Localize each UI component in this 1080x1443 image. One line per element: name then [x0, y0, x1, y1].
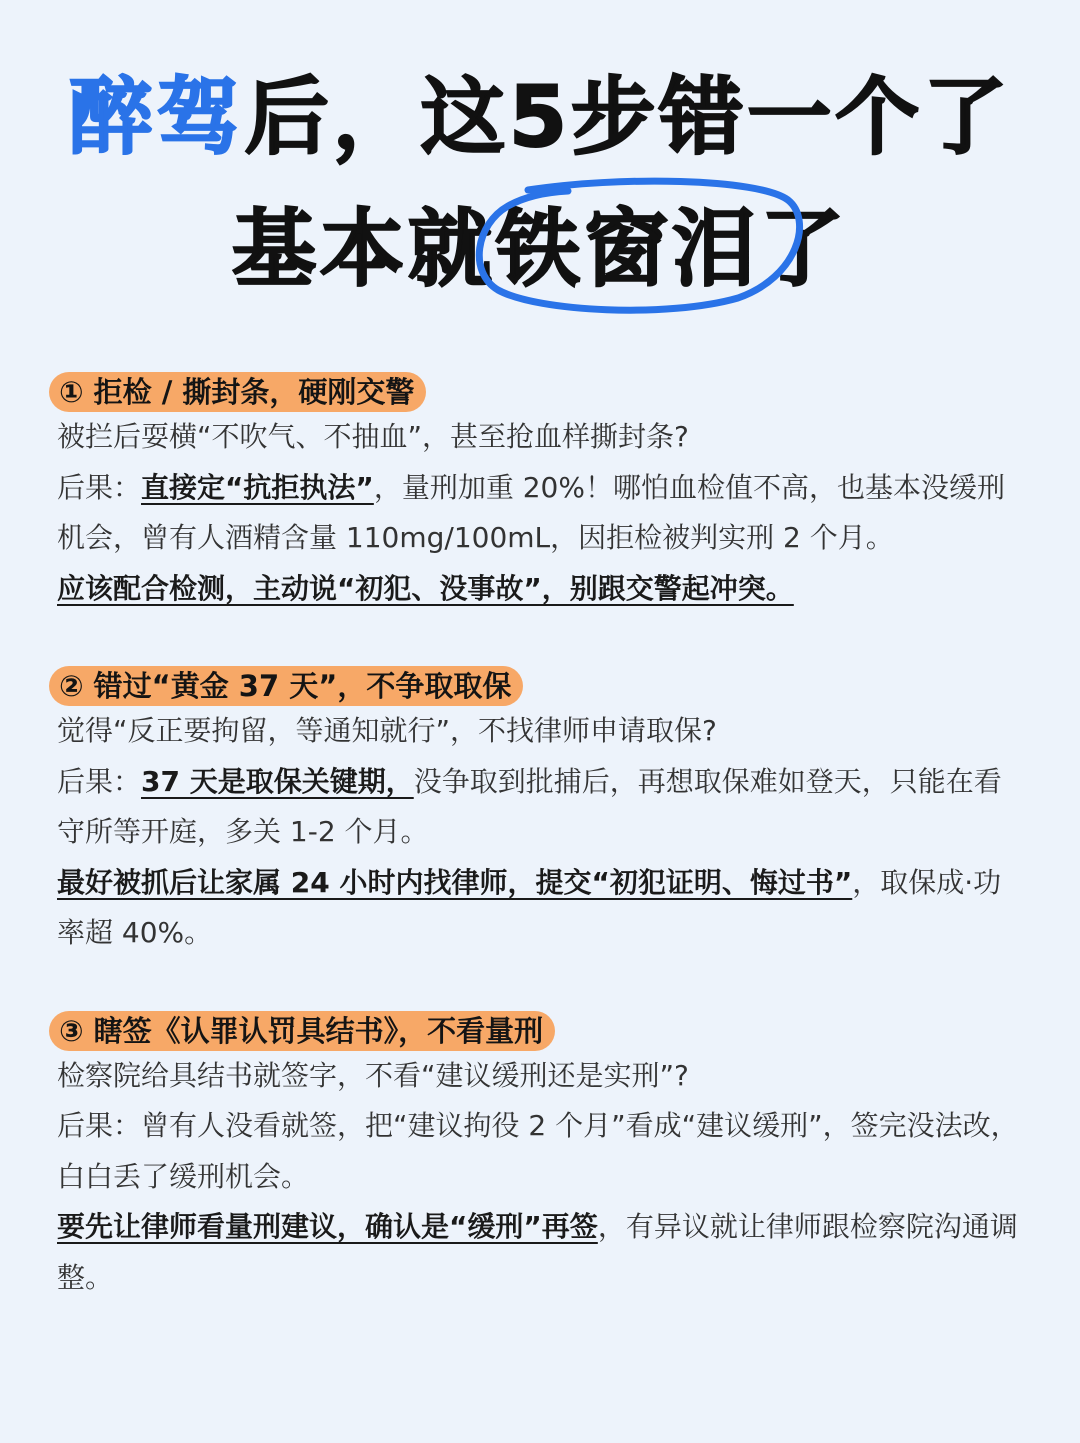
advice-key-text: 应该配合检测，主动说“初犯、没事故”，别跟交警起冲突。 [57, 571, 794, 605]
mistake-advice [57, 858, 1025, 959]
mistake-heading: ① 拒检 / 撕封条，硬刚交警 [49, 372, 426, 412]
title-line-2 [0, 194, 1080, 304]
consequence-key-text: 37 天是取保关键期， [141, 764, 414, 798]
mistake-item [57, 1011, 1025, 1304]
title-line-1 [0, 62, 1080, 172]
mistake-advice [57, 564, 1025, 615]
title-accent-text: 醉驾 [68, 68, 245, 166]
advice-text: ，取保成·功率超 40%。 [57, 865, 1002, 949]
mistake-consequence [57, 757, 1025, 858]
mistake-item [57, 372, 1025, 614]
consequence-text: 没争取到批捕后，再想取保难如登天，只能在看守所等开庭，多关 1-2 个月。 [57, 764, 1002, 848]
advice-key-text: 要先让律师看量刑建议，确认是“缓刑”再签 [57, 1210, 598, 1243]
advice-key-text: 最好被抓后让家属 24 小时内找律师，提交“初犯证明、悔过书” [57, 865, 853, 899]
mistake-advice [57, 1202, 1025, 1303]
consequence-key-text: 直接定“抗拒执法” [141, 470, 374, 504]
mistake-consequence [57, 1101, 1025, 1202]
consequence-text: ，量刑加重 20%！哪怕血检值不高，也基本没缓刑机会，曾有人酒精含量 110mg/100mL，因拒检被判实刑 2 个月。 [57, 470, 1005, 554]
title-line-1-text: 后，这5步错一个了 [244, 68, 1012, 166]
title-circled-text: 铁窗泪 [495, 200, 760, 298]
title-line-2-pre: 基本就 [231, 200, 496, 298]
title-circled-phrase [496, 194, 760, 304]
consequence-label: 后果： [57, 764, 142, 798]
mistake-heading: ③ 瞎签《认罪认罚具结书》，不看量刑 [49, 1011, 555, 1051]
title-block [0, 62, 1080, 304]
mistake-question: 被拦后耍横“不吹气、不抽血”，甚至抢血样撕封条? [57, 420, 689, 453]
consequence-text: 曾有人没看就签，把“建议拘役 2 个月”看成“建议缓刑”，签完没法改，白白丢了缓刑机会。 [57, 1109, 1019, 1193]
consequence-label: 后果： [57, 470, 142, 504]
mistake-question: 觉得“反正要拘留，等通知就行”，不找律师申请取保? [57, 714, 717, 747]
mistake-consequence [57, 463, 1025, 564]
consequence-label: 后果： [57, 1109, 142, 1142]
mistake-heading: ② 错过“黄金 37 天”，不争取取保 [49, 666, 523, 706]
mistakes-list [57, 372, 1025, 1355]
mistake-question: 检察院给具结书就签字，不看“建议缓刑还是实刑”? [57, 1058, 689, 1092]
mistake-item [57, 666, 1025, 959]
title-line-2-post: 了 [760, 200, 849, 298]
advice-text: ，有异议就让律师跟检察院沟通调整。 [57, 1210, 1018, 1294]
